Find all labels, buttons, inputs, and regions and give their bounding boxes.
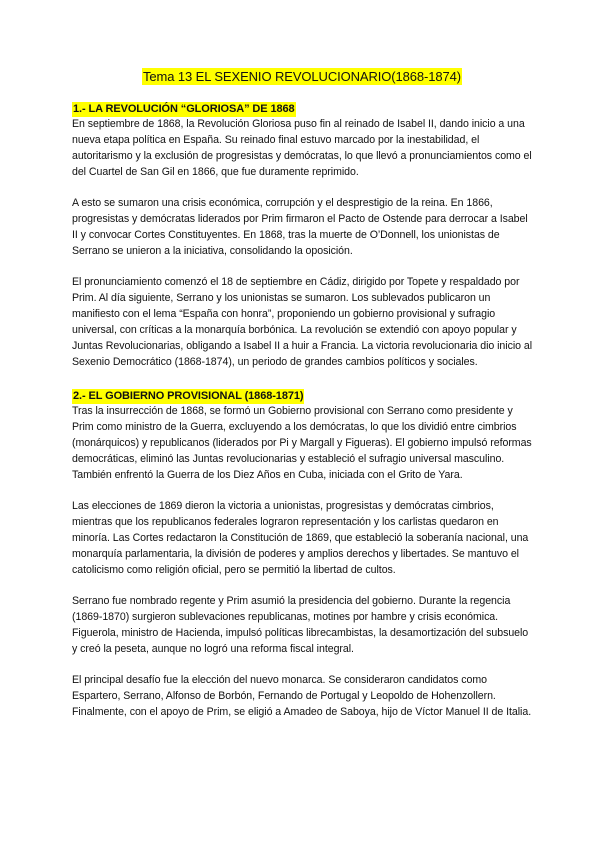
paragraph: Tras la insurrección de 1868, se formó un Gobierno provisional con Serrano como presidente y Prim como ministro de la Guerra, excluyendo a los demócratas, lo que los dividió entre cimbrios (monárquicos) y republicanos (liderados por Pi y Margall y Figueras). El gobierno impulsó reformas democráticas, eliminó las Juntas revolucionarias y estableció el sufragio universal masculino. También enfrentó la Guerra de los Diez Años en Cuba, iniciada con el Grito de Yara. — [72, 405, 532, 481]
section-heading-row — [72, 386, 532, 404]
section-heading: 1.- LA REVOLUCIÓN “GLORIOSA” DE 1868 — [73, 103, 295, 115]
paragraph: Serrano fue nombrado regente y Prim asumió la presidencia del gobierno. Durante la regencia (1869-1870) surgieron sublevaciones republicanas, motines por hambre y crisis económica. Figuerola, ministro de Hacienda, impulsó políticas librecambistas, la desamortización del subsuelo y creó la peseta, aunque no logró una reforma fiscal integral. — [72, 595, 529, 655]
paragraph: A esto se sumaron una crisis económica, corrupción y el desprestigio de la reina. En 1866, progresistas y demócratas liderados por Prim firmaron el Pacto de Ostende para derrocar a Isabel II y convocar Cortes Constituyentes. En 1868, tras la muerte de O’Donnell, los unionistas de Serrano se unieron a la iniciativa, consolidando la oposición. — [72, 197, 528, 257]
section-heading-row — [72, 99, 532, 117]
document-page — [72, 68, 532, 737]
section-2 — [72, 386, 532, 721]
paragraph: El pronunciamiento comenzó el 18 de septiembre en Cádiz, dirigido por Topete y respaldado por Prim. Al día siguiente, Serrano y los unionistas se sumaron. Los sublevados publicaron un manifiesto con el lema “España con honra”, proponiendo un gobierno provisional y sufragio universal, con críticas a la monarquía borbónica. La revolución se extendió con apoyo popular y Juntas Revolucionarias, obligando a Isabel II a huir a Francia. La victoria revolucionaria dio inicio al Sexenio Democrático (1868-1874), un periodo de grandes cambios políticos y sociales. — [72, 276, 533, 368]
paragraph: El principal desafío fue la elección del nuevo monarca. Se consideraron candidatos como Espartero, Serrano, Alfonso de Borbón, Fernando de Portugal y Leopoldo de Hohenzollern. Finalmente, con el apoyo de Prim, se eligió a Amadeo de Saboya, hijo de Víctor Manuel II de Italia. — [72, 674, 532, 719]
paragraph: En septiembre de 1868, la Revolución Gloriosa puso fin al reinado de Isabel II, dando inicio a una nueva etapa política en España. Su reinado final estuvo marcado por la inestabilidad, el autoritarismo y la exclusión de progresistas y demócratas, lo que llevó a pronunciamientos como el del Cuartel de San Gil en 1866, que fue duramente reprimido. — [72, 118, 532, 178]
document-title: Tema 13 EL SEXENIO REVOLUCIONARIO(1868-1874) — [142, 69, 462, 84]
title-row — [72, 68, 532, 86]
section-1 — [72, 99, 532, 371]
paragraph: Las elecciones de 1869 dieron la victoria a unionistas, progresistas y demócratas cimbrios, mientras que los republicanos federales lograron representación y los carlistas quedaron en minoría. Las Cortes redactaron la Constitución de 1869, que estableció la soberanía nacional, una monarquía parlamentaria, la división de poderes y amplios derechos y libertades. Se mantuvo el catolicismo como religión oficial, pero se permitió la libertad de cultos. — [72, 500, 529, 576]
section-heading: 2.- EL GOBIERNO PROVISIONAL (1868-1871) — [73, 390, 304, 403]
